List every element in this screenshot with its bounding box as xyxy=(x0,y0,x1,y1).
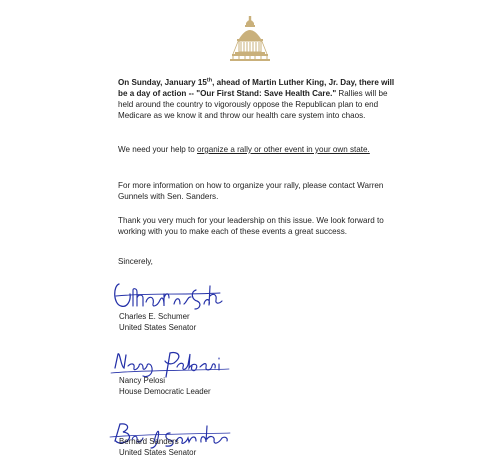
date-suffix: th xyxy=(206,77,213,84)
paragraph-contact-info: For more information on how to organize your rally, please contact Warren Gunnels with Sen. Sanders. xyxy=(118,181,384,201)
signatory-name: Bernard Sanders xyxy=(119,437,179,446)
help-prefix: We need your help to xyxy=(118,145,195,154)
signatory-sanders xyxy=(119,437,299,459)
signatory-schumer xyxy=(119,312,299,334)
signatory-name: Charles E. Schumer xyxy=(119,312,190,321)
paragraph-thank-you: Thank you very much for your leadership on this issue. We look forward to working with you to make each of these events a great success. xyxy=(118,216,384,236)
bold-event-text: , ahead of Martin Luther King, Jr. Day, there will be a day of action -- "Our First Stand: Save Health Care." xyxy=(118,78,395,98)
signature-schumer-icon xyxy=(108,276,224,311)
rally-description: Rallies will be held around the country to vigorously oppose the Republican plan to end Medicare as we know it and throw our health care system into chaos. xyxy=(118,88,388,120)
capitol-dome-icon xyxy=(229,15,271,67)
signature-pelosi-icon xyxy=(108,346,233,380)
signatory-title: United States Senator xyxy=(119,322,197,332)
closing-salutation: Sincerely, xyxy=(118,257,153,266)
signatory-pelosi xyxy=(119,376,299,398)
bold-date-lead: On Sunday, January 15 xyxy=(118,78,207,87)
paragraph-day-of-action xyxy=(118,78,398,122)
organize-rally-link[interactable]: organize a rally or other event in your own state. xyxy=(197,145,370,154)
signatory-name: Nancy Pelosi xyxy=(119,376,166,385)
paragraph-request-help xyxy=(118,145,398,156)
signatory-title: House Democratic Leader xyxy=(119,386,211,396)
signatory-title: United States Senator xyxy=(119,447,197,457)
